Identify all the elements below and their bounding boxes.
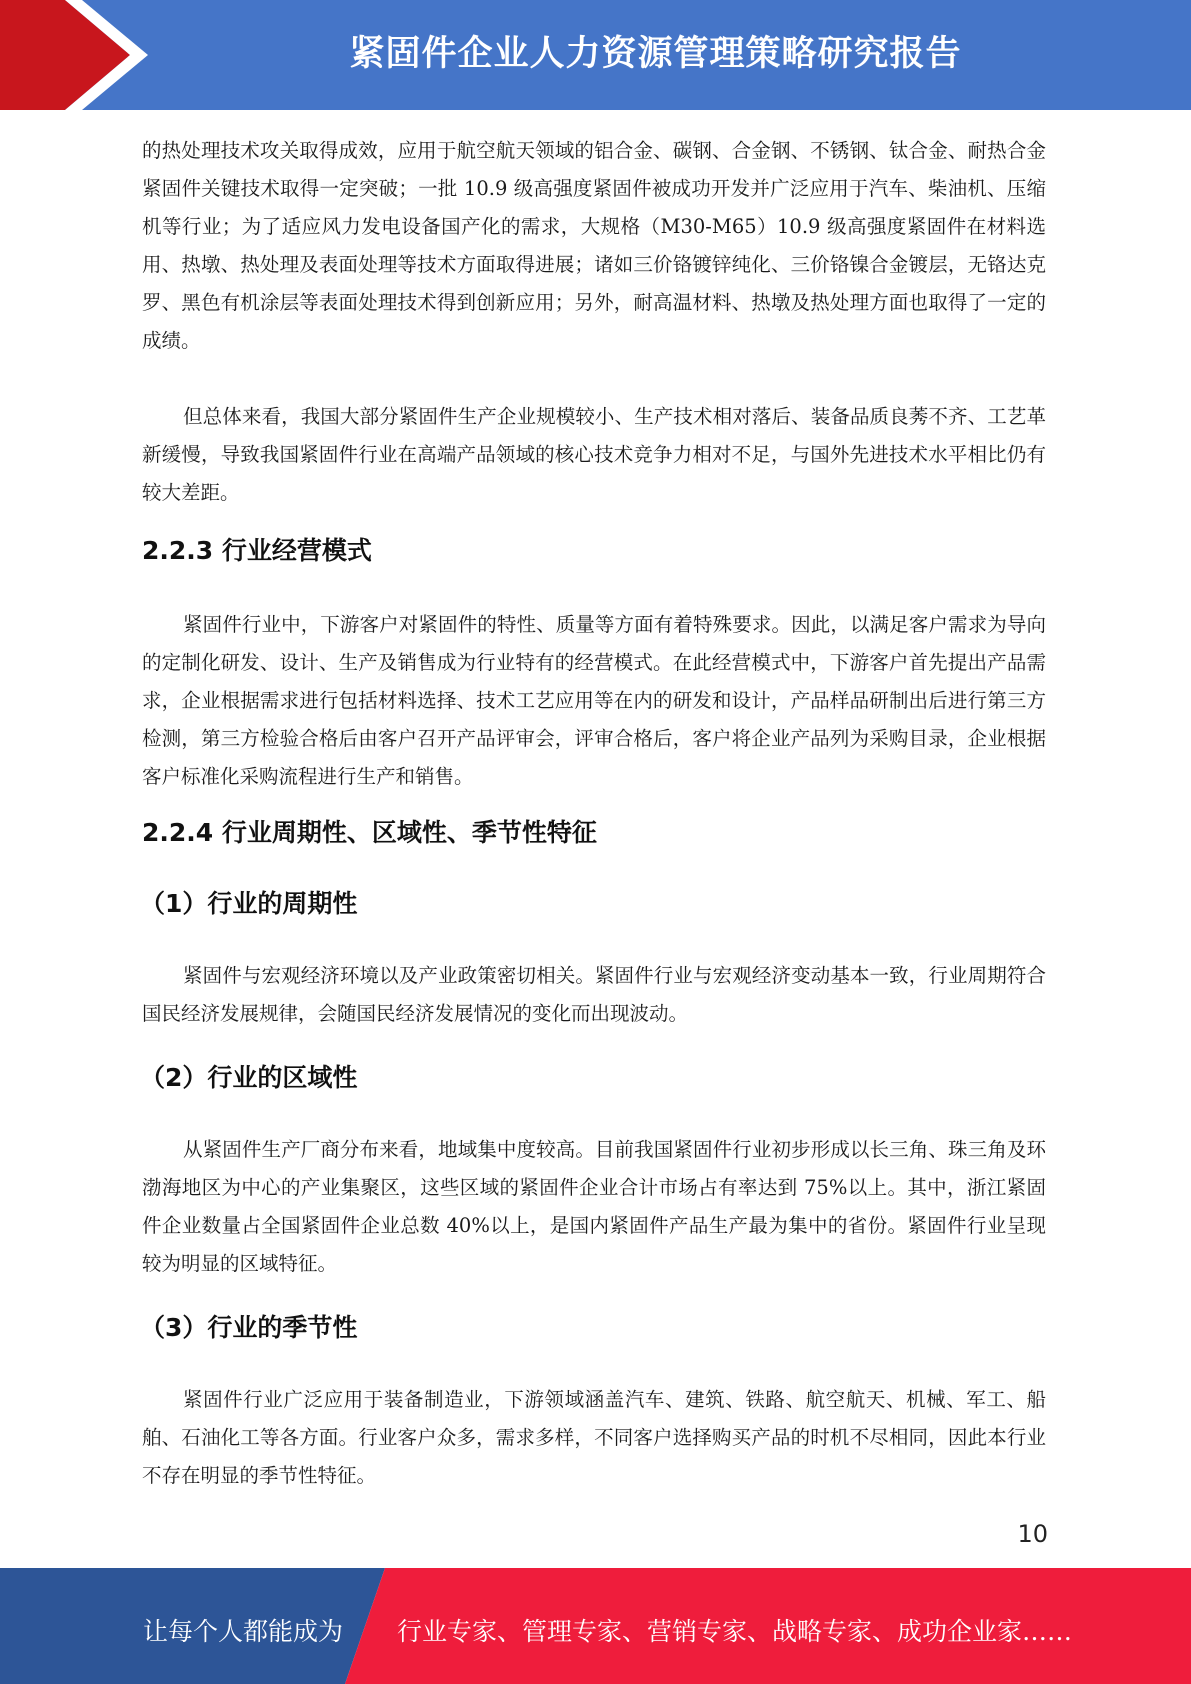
section-heading-2-2-3: 2.2.3 行业经营模式 — [142, 536, 372, 565]
subheading-cyclicality: （1）行业的周期性 — [140, 889, 358, 918]
paragraph-overall-gap: 但总体来看，我国大部分紧固件生产企业规模较小、生产技术相对落后、装备品质良莠不齐、工艺革新缓慢，导致我国紧固件行业在高端产品领域的核心技术竞争力相对不足，与国外先进技术水平相比仍有较大差距。 — [142, 405, 1046, 504]
paragraph-business-model: 紧固件行业中，下游客户对紧固件的特性、质量等方面有着特殊要求。因此，以满足客户需求为导向的定制化研发、设计、生产及销售成为行业特有的经营模式。在此经营模式中，下游客户首先提出产品需求，企业根据需求进行包括材料选择、技术工艺应用等在内的研发和设计，产品样品研制出后进行第三方检测，第三方检验合格后由客户召开产品评审会，评审合格后，客户将企业产品列为采购目录，企业根据客户标准化采购流程进行生产和销售。 — [142, 613, 1046, 788]
footer-slogan-left: 让每个人都能成为 — [143, 1617, 344, 1646]
page-number: 10 — [1017, 1520, 1048, 1548]
subheading-seasonality: （3）行业的季节性 — [140, 1313, 358, 1342]
paragraph-heat-treatment: 的热处理技术攻关取得成效，应用于航空航天领域的铝合金、碳钢、合金钢、不锈钢、钛合金、耐热合金紧固件关键技术取得一定突破；一批 10.9 级高强度紧固件被成功开发并广泛应用于汽车、柴油机、压缩机等行业；为了适应风力发电设备国产化的需求，大规格（M30-M65）10.9 级高强度紧固件在材料选用、热墩、热处理及表面处理等技术方面取得进展；诸如三价铬镀锌纯化、三价铬镍合金镀层，无铬达克罗、黑色有机涂层等表面处理技术得到创新应用；另外，耐高温材料、热墩及热处理方面也取得了一定的成绩。 — [142, 139, 1046, 352]
paragraph-cyclicality: 紧固件与宏观经济环境以及产业政策密切相关。紧固件行业与宏观经济变动基本一致，行业周期符合国民经济发展规律，会随国民经济发展情况的变化而出现波动。 — [142, 964, 1046, 1025]
page-footer — [0, 1568, 1191, 1684]
paragraph-regionality: 从紧固件生产厂商分布来看，地域集中度较高。目前我国紧固件行业初步形成以长三角、珠三角及环渤海地区为中心的产业集聚区，这些区域的紧固件企业合计市场占有率达到 75%以上。其中，浙江紧固件企业数量占全国紧固件企业总数 40%以上，是国内紧固件产品生产最为集中的省份。紧固件行业呈现较为明显的区域特征。 — [142, 1138, 1046, 1275]
document-title: 紧固件企业人力资源管理策略研究报告 — [349, 34, 962, 74]
page-content — [142, 132, 1046, 1495]
footer-slogan-right: 行业专家、管理专家、营销专家、战略专家、成功企业家…… — [397, 1617, 1073, 1646]
paragraph-seasonality: 紧固件行业广泛应用于装备制造业，下游领域涵盖汽车、建筑、铁路、航空航天、机械、军工、船舶、石油化工等各方面。行业客户众多，需求多样，不同客户选择购买产品的时机不尽相同，因此本行业不存在明显的季节性特征。 — [142, 1388, 1046, 1487]
subheading-regionality: （2）行业的区域性 — [140, 1063, 358, 1092]
section-heading-2-2-4: 2.2.4 行业周期性、区域性、季节性特征 — [142, 818, 597, 847]
page-header — [0, 0, 1191, 110]
